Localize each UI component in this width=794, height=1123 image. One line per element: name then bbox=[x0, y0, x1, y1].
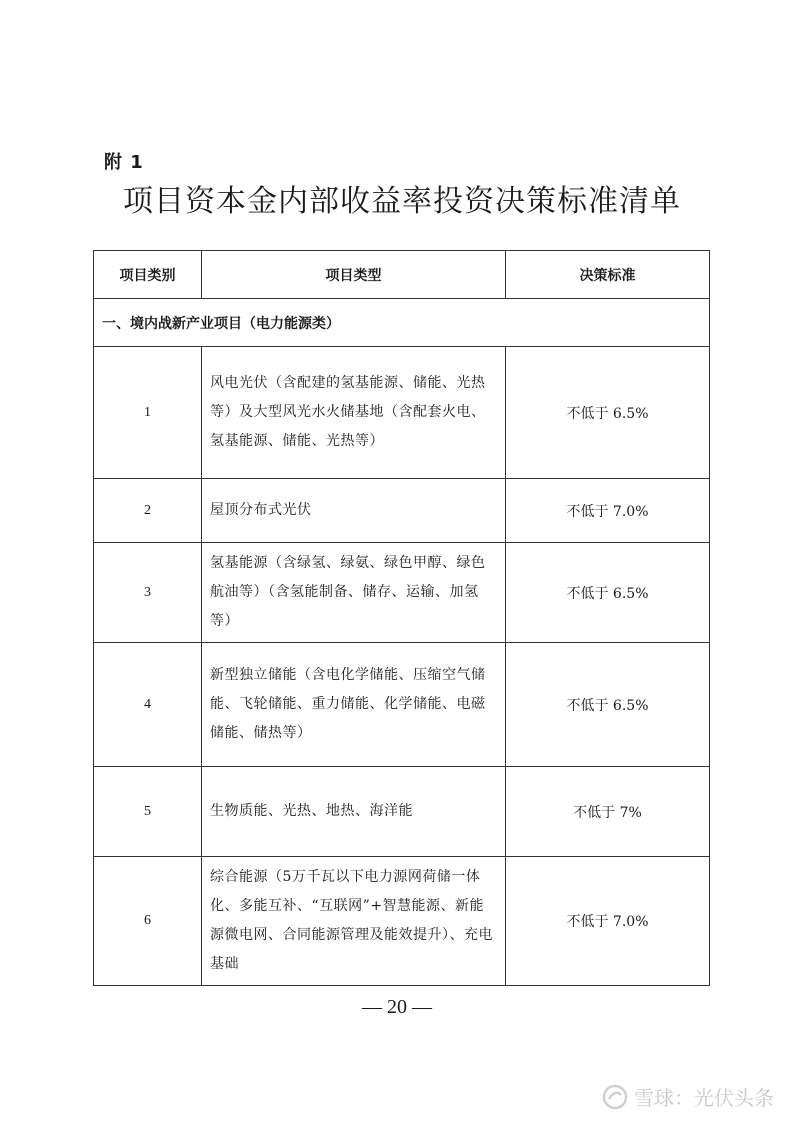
section-row bbox=[94, 299, 710, 347]
row-number: 3 bbox=[94, 543, 202, 643]
row-type: 风电光伏（含配建的氢基能源、储能、光热等）及大型风光水火储基地（含配套火电、氢基能源、储能、光热等） bbox=[202, 347, 506, 479]
row-number: 5 bbox=[94, 767, 202, 857]
section-label: 一、境内战新产业项目（电力能源类） bbox=[94, 299, 710, 347]
table-header-row bbox=[94, 251, 710, 299]
row-standard: 不低于 6.5% bbox=[506, 543, 710, 643]
row-type: 屋顶分布式光伏 bbox=[202, 479, 506, 543]
watermark bbox=[602, 1082, 774, 1111]
row-number: 2 bbox=[94, 479, 202, 543]
row-type: 新型独立储能（含电化学储能、压缩空气储能、飞轮储能、重力储能、化学储能、电磁储能、储热等） bbox=[202, 643, 506, 767]
row-number: 6 bbox=[94, 857, 202, 986]
document-title: 项目资本金内部收益率投资决策标准清单 bbox=[123, 184, 681, 219]
row-type: 综合能源（5万千瓦以下电力源网荷储一体化、多能互补、“互联网”+智慧能源、新能源微电网、合同能源管理及能效提升）、充电基础 bbox=[202, 857, 506, 986]
watermark-text: 雪球：光伏头条 bbox=[634, 1086, 774, 1110]
row-standard: 不低于 6.5% bbox=[506, 347, 710, 479]
row-standard: 不低于 7.0% bbox=[506, 857, 710, 986]
table-row bbox=[94, 857, 710, 986]
attachment-label: 附 1 bbox=[104, 152, 144, 173]
snowball-logo-icon bbox=[602, 1084, 628, 1110]
table-row bbox=[94, 643, 710, 767]
table-row bbox=[94, 347, 710, 479]
header-type: 项目类型 bbox=[202, 251, 506, 299]
table-row bbox=[94, 543, 710, 643]
row-number: 1 bbox=[94, 347, 202, 479]
table-row bbox=[94, 479, 710, 543]
row-type: 生物质能、光热、地热、海洋能 bbox=[202, 767, 506, 857]
row-type: 氢基能源（含绿氢、绿氨、绿色甲醇、绿色航油等）（含氢能制备、储存、运输、加氢等） bbox=[202, 543, 506, 643]
row-number: 4 bbox=[94, 643, 202, 767]
table-row bbox=[94, 767, 710, 857]
standards-table bbox=[93, 250, 710, 986]
header-standard: 决策标准 bbox=[506, 251, 710, 299]
row-standard: 不低于 7% bbox=[506, 767, 710, 857]
page-number: — 20 — bbox=[362, 996, 432, 1018]
row-standard: 不低于 6.5% bbox=[506, 643, 710, 767]
header-category: 项目类别 bbox=[94, 251, 202, 299]
row-standard: 不低于 7.0% bbox=[506, 479, 710, 543]
